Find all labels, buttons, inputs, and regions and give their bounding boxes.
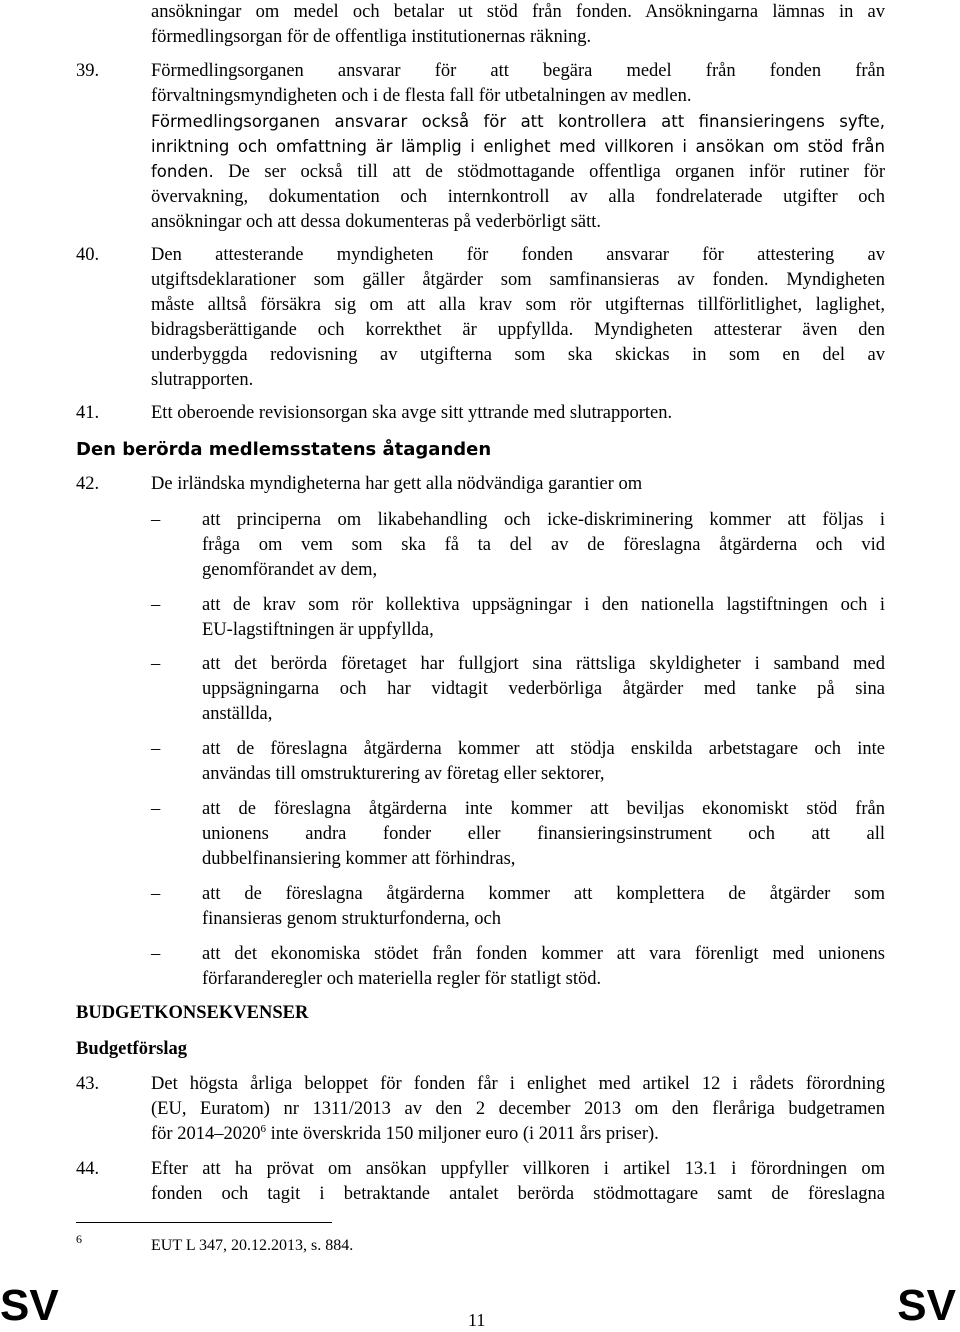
- text-line: Efter att ha prövat om ansökan uppfyller villkoren i artikel 13.1 i förordningen om: [151, 1159, 885, 1179]
- text-line: anställda,: [202, 704, 273, 724]
- text-fragment: för 2014–2020: [151, 1124, 261, 1144]
- text-line: att de föreslagna åtgärderna kommer att stödja enskilda arbetstagare och inte: [202, 739, 885, 759]
- footnote-separator: [76, 1222, 332, 1223]
- text-line: [151, 1122, 885, 1147]
- list-item: [202, 882, 885, 932]
- list-dash: –: [151, 595, 161, 615]
- text-line: användas till omstrukturering av företag eller sektorer,: [202, 764, 605, 784]
- footnote-reference[interactable]: 6: [260, 1123, 266, 1135]
- text-fragment: inte överskrida 150 miljoner euro (i 2011 års priser).: [265, 1124, 659, 1144]
- list-item: [202, 942, 885, 992]
- text-line: genomförandet av dem,: [202, 560, 378, 580]
- text-line: underbyggda redovisning av utgifterna som ska skickas in som en del av: [151, 345, 885, 365]
- paragraph-number: 39.: [76, 61, 100, 81]
- list-dash: –: [151, 799, 161, 819]
- paragraph-41: Ett oberoende revisionsorgan ska avge sitt yttrande med slutrapporten.: [151, 403, 673, 423]
- paragraph-42-intro: De irländska myndigheterna har gett alla nödvändiga garantier om: [151, 474, 643, 494]
- paragraph-43: [151, 1072, 885, 1147]
- language-code-right: SV: [897, 1281, 956, 1330]
- list-dash: –: [151, 654, 161, 674]
- text-line: att de krav som rör kollektiva uppsägningar i den nationella lagstiftningen och i: [202, 595, 885, 615]
- text-line: dubbelfinansiering kommer att förhindras,: [202, 849, 516, 869]
- text-line: EU-lagstiftningen är uppfyllda,: [202, 620, 434, 640]
- text-line: att de föreslagna åtgärderna inte kommer att beviljas ekonomiskt stöd från: [202, 799, 885, 819]
- text-line: utgiftsdeklarationer som gäller åtgärder som samfinansieras av fonden. Myndigheten: [151, 270, 885, 290]
- text-line: Det högsta årliga beloppet för fonden får i enlighet med artikel 12 i rådets förordning: [151, 1074, 885, 1094]
- text-line: fråga om vem som ska få ta del av de föreslagna åtgärderna och vid: [202, 535, 885, 555]
- paragraph-number: 42.: [76, 474, 100, 494]
- list-item: [202, 737, 885, 787]
- text-fragment: De ser också till att de stödmottagande offentliga organen inför rutiner för: [228, 162, 886, 182]
- list-item: [202, 508, 885, 583]
- paragraph-38-continuation: [151, 0, 885, 50]
- paragraph-40: [151, 243, 885, 393]
- text-line: slutrapporten.: [151, 370, 254, 390]
- list-dash: –: [151, 944, 161, 964]
- text-line: Förmedlingsorganen ansvarar för att begära medel från fonden från: [151, 61, 885, 81]
- text-line: förfaranderegler och materiella regler för statligt stöd.: [202, 969, 602, 989]
- text-line: bidragsberättigande och korrekthet är uppfyllda. Myndigheten attesterar även den: [151, 320, 885, 340]
- paragraph-39: [151, 59, 885, 235]
- text-line: (EU, Euratom) nr 1311/2013 av den 2 december 2013 om den fleråriga budgetramen: [151, 1099, 885, 1119]
- text-line: förvaltningsmyndigheten och i de flesta fall för utbetalningen av medlen.: [151, 86, 692, 106]
- paragraph-number: 43.: [76, 1074, 100, 1094]
- text-line: finansieras genom strukturfonderna, och: [202, 909, 501, 929]
- text-line: att de föreslagna åtgärderna kommer att komplettera de åtgärder som: [202, 884, 885, 904]
- text-line: Förmedlingsorganen ansvarar också för att kontrollera att finansieringens syfte,: [151, 112, 885, 131]
- text-line: inriktning och omfattning är lämplig i enlighet med villkoren i ansökan om stöd från: [151, 137, 885, 156]
- text-line: unionens andra fonder eller finansieringsinstrument och att all: [202, 824, 885, 844]
- text-fragment: fonden.: [151, 162, 214, 181]
- text-line: förmedlingsorgan för de offentliga institutionernas räkning.: [151, 27, 592, 47]
- paragraph-number: 44.: [76, 1159, 100, 1179]
- paragraph-number: 41.: [76, 403, 100, 423]
- paragraph-number: 40.: [76, 245, 100, 265]
- list-item: [202, 652, 885, 727]
- list-item: [202, 797, 885, 872]
- text-line: Den attesterande myndigheten för fonden ansvarar för attestering av: [151, 245, 885, 265]
- text-line: ansökningar om medel och betalar ut stöd från fonden. Ansökningarna lämnas in av: [151, 2, 885, 22]
- list-item: [202, 593, 885, 643]
- text-line: övervakning, dokumentation och internkontroll av alla fondrelaterade utgifter och: [151, 187, 885, 207]
- section-heading: BUDGETKONSEKVENSER: [76, 1003, 309, 1023]
- text-line: uppsägningarna och har vidtagit vederbörliga åtgärder med tanke på sina: [202, 679, 885, 699]
- list-dash: –: [151, 739, 161, 759]
- text-line: att det ekonomiska stödet från fonden kommer att vara förenligt med unionens: [202, 944, 885, 964]
- list-dash: –: [151, 884, 161, 904]
- language-code-left: SV: [0, 1281, 59, 1330]
- footnote-number: 6: [76, 1232, 82, 1246]
- page-number: 11: [468, 1310, 486, 1330]
- text-line: att det berörda företaget har fullgjort sina rättsliga skyldigheter i samband med: [202, 654, 885, 674]
- text-line: måste alltså försäkra sig om att alla krav som rör utgifternas tillförlitlighet, laglighet,: [151, 295, 885, 315]
- subsection-heading: Budgetförslag: [76, 1039, 187, 1059]
- text-line-mixed: [151, 159, 885, 185]
- text-line: fonden och tagit i betraktande antalet berörda stödmottagare samt de föreslagna: [151, 1184, 885, 1204]
- section-heading: Den berörda medlemsstatens åtaganden: [76, 439, 492, 460]
- list-dash: –: [151, 510, 161, 530]
- footnote-text: EUT L 347, 20.12.2013, s. 884.: [151, 1237, 354, 1254]
- text-line: ansökningar och att dessa dokumenteras på vederbörligt sätt.: [151, 212, 602, 232]
- text-line: att principerna om likabehandling och icke-diskriminering kommer att följas i: [202, 510, 885, 530]
- paragraph-44: [151, 1157, 885, 1207]
